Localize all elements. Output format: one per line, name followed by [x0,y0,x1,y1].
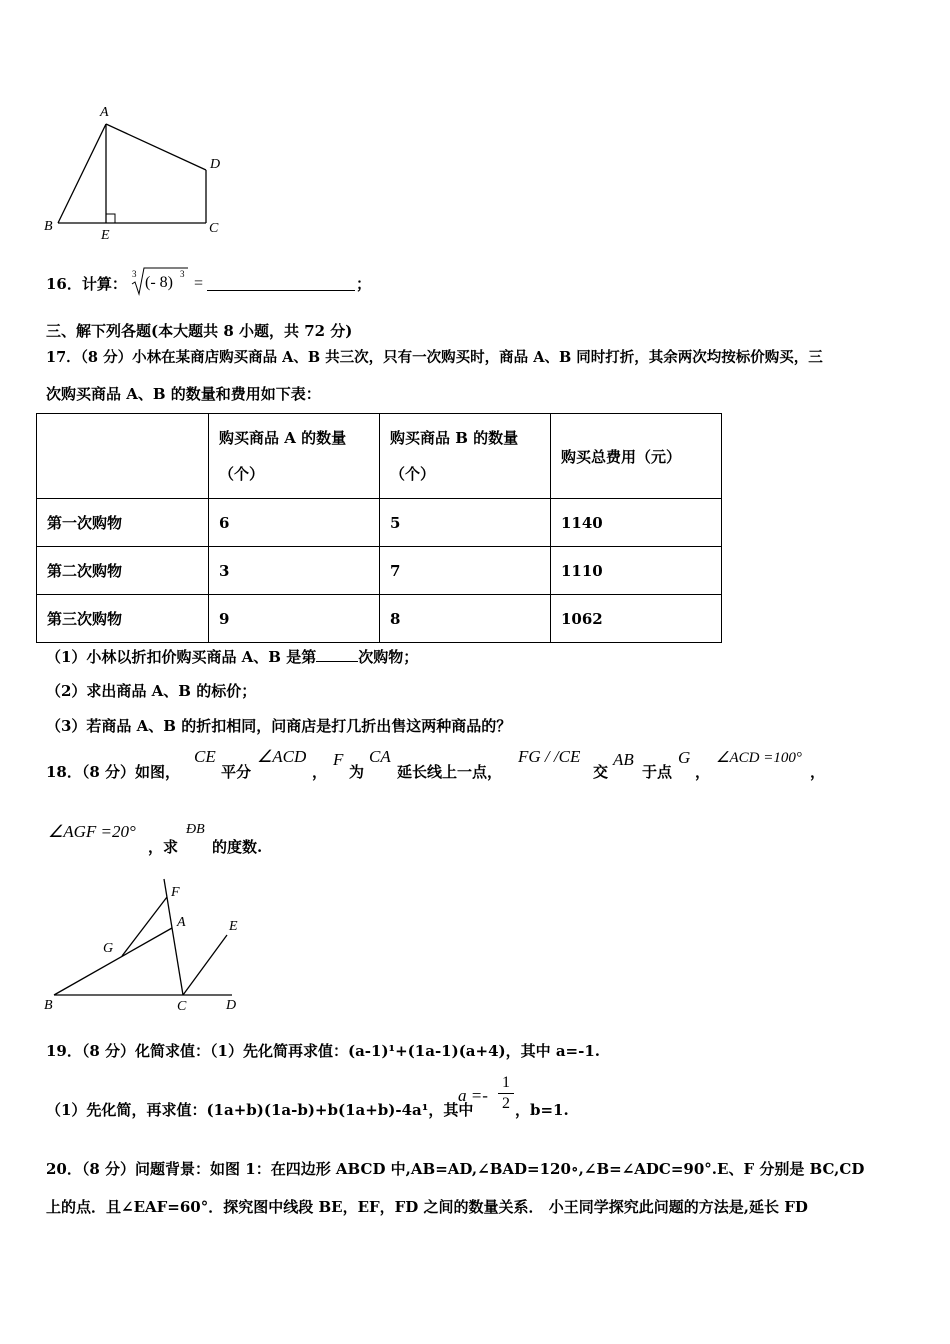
header-quantity-b-line1: 购买商品 B 的数量 [390,429,519,447]
label-a: A [100,105,109,120]
q18-acd-100: ∠ACD =100° [716,750,802,766]
row-label: 第三次购物 [37,595,209,643]
header-quantity-a [209,414,380,499]
row-quantity-b: 8 [380,595,551,643]
segment-ab [58,124,106,223]
row-total: 1140 [551,499,722,547]
answer-blank-17[interactable] [316,647,358,662]
fraction-bar [498,1093,514,1094]
q18-at: 于点 [642,763,673,781]
q16-suffix: ； [356,275,372,293]
figure-angle-diagram [40,875,250,1015]
q18-f: F [333,750,344,769]
row-quantity-b: 7 [380,547,551,595]
header-quantity-a-line2: （个） [219,465,265,483]
q18-ask: ，求 [148,838,179,856]
header-quantity-b-line2: （个） [390,465,436,483]
question-16 [46,273,127,294]
header-total-cost: 购买总费用（元） [551,414,722,499]
right-angle-mark [106,214,115,223]
q19-line2-prefix: （1）先化简，再求值：(1a+b)(1a-b)+b(1a+b)-4a¹，其中 [46,1101,474,1119]
cube-root-expression [128,262,210,298]
header-quantity-a-line1: 购买商品 A 的数量 [219,429,347,447]
q18-ce: CE [194,747,216,766]
q18-ab: AB [613,750,634,769]
row-quantity-a: 3 [209,547,380,595]
row-label: 第二次购物 [37,547,209,595]
answer-blank-16[interactable] [207,272,355,291]
q18-angle-b: ÐB [186,822,205,837]
q18-cross: 交 [593,763,609,781]
label-g: G [103,941,114,956]
row-quantity-a: 9 [209,595,380,643]
purchase-table [36,413,722,643]
label-e: E [229,919,238,934]
q19-a-equals: a =- [458,1086,488,1105]
section-3-title: 三、解下列各题(本大题共 8 小题，共 72 分) [46,322,353,340]
q17-sub1 [46,646,418,667]
figure-quadrilateral [40,98,230,244]
label-e: E [101,228,110,243]
table-row [37,499,722,547]
q18-comma3: ， [810,763,826,781]
segment-ce [183,935,227,995]
q17-sub3: （3）若商品 A、B 的折扣相同，问商店是打几折出售这两种商品的？ [46,717,512,735]
q18-is: 为 [349,763,365,781]
row-quantity-b: 5 [380,499,551,547]
q18-degree: 的度数. [212,838,263,856]
q17-sub2: （2）求出商品 A、B 的标价； [46,682,257,700]
label-b: B [44,219,53,234]
label-b: B [44,998,53,1013]
table-header-row [37,414,722,499]
equals-sign: = [194,275,204,292]
table-row [37,547,722,595]
label-c: C [177,999,187,1014]
q18-prefix: 18．（8 分）如图， [46,763,181,781]
q17-sub1-prefix: （1）小林以折扣价购买商品 A、B 是第 [46,648,317,666]
label-f: F [171,885,180,900]
fraction-denominator: 2 [502,1095,510,1112]
q18-extension: 延长线上一点， [397,763,503,781]
q17-sub1-suffix: 次购物； [358,648,419,666]
row-total: 1062 [551,595,722,643]
q16-prefix: 16．计算： [46,275,127,293]
radical-index: 3 [132,269,137,279]
q18-acd: ∠ACD [257,747,307,766]
q18-comma1: ， [312,763,328,781]
table-row [37,595,722,643]
q19-line2-suffix: ，b=1. [515,1101,569,1119]
header-quantity-b [380,414,551,499]
q18-fg-parallel-ce: FG / /CE [518,747,581,766]
q18-g: G [678,748,691,767]
q19-line1: 19．（8 分）化简求值：（1）先化简再求值：(a-1)¹+(1a-1)(a+4)，其中 a=-1. [46,1042,601,1060]
radical-inner: (- 8) [145,274,173,291]
row-quantity-a: 6 [209,499,380,547]
label-d: D [210,157,221,172]
segment-bg [54,928,172,995]
q18-comma2: ， [695,763,711,781]
q18-ca: CA [369,747,391,766]
q19-fraction [498,1074,514,1113]
radical-exponent: 3 [180,269,185,279]
row-total: 1110 [551,547,722,595]
label-c: C [209,221,219,236]
segment-ad [106,124,206,170]
q17-line2: 次购买商品 A、B 的数量和费用如下表： [46,385,321,403]
q18-bisects: 平分 [221,763,252,781]
q17-line1: 17．（8 分）小林在某商店购买商品 A、B 共三次，只有一次购买时，商品 A、B 同时打折，其余两次均按标价购买，三 [46,349,823,366]
fraction-numerator: 1 [502,1074,510,1091]
q20-line2: 上的点．且∠EAF=60°．探究图中线段 BE，EF，FD 之间的数量关系． 小王同学探究此问题的方法是,延长 FD [46,1198,808,1216]
segment-gf [122,897,167,956]
label-a: A [177,915,186,930]
header-empty-cell [37,414,209,499]
q18-agf-20: ∠AGF =20° [48,822,136,841]
label-d: D [226,998,237,1013]
row-label: 第一次购物 [37,499,209,547]
q20-line1: 20．（8 分）问题背景：如图 1：在四边形 ABCD 中,AB=AD,∠BAD=120∘,∠B=∠ADC=90°.E、F 分别是 BC,CD [46,1160,865,1178]
